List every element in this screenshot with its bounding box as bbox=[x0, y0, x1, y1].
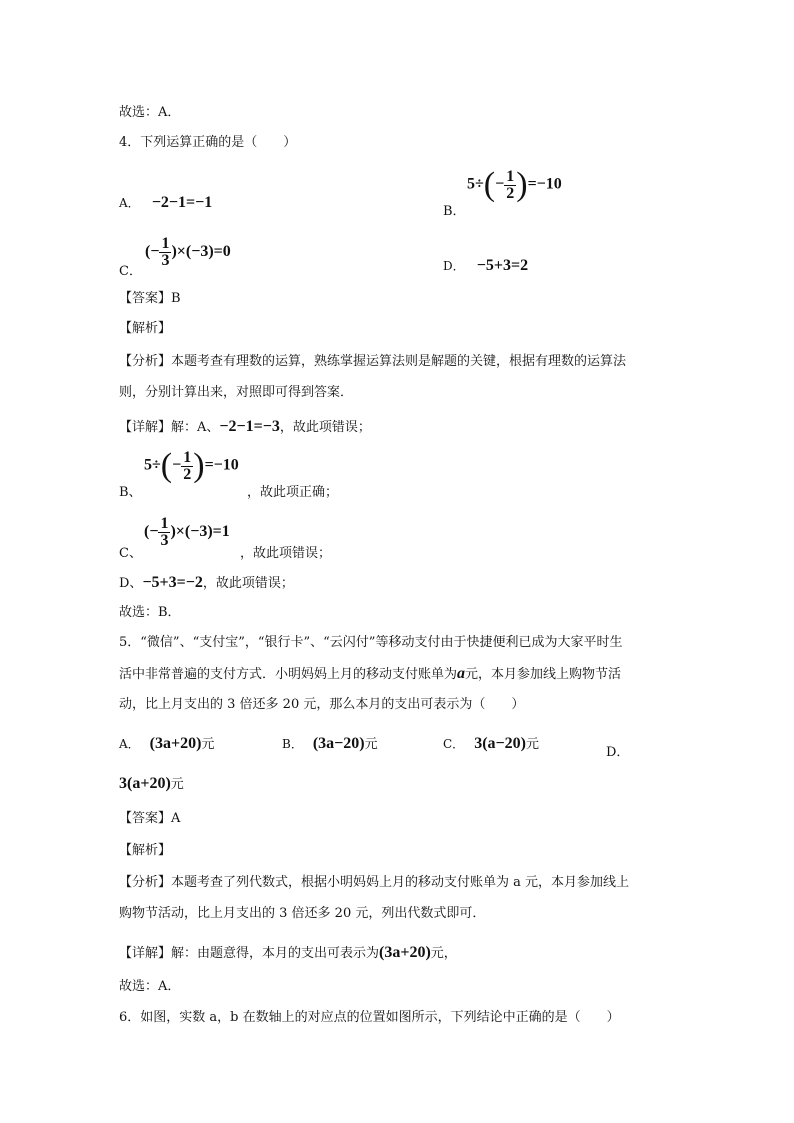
q5-answer: 【答案】A bbox=[119, 811, 181, 826]
q5-conclusion: 故选：A． bbox=[119, 979, 181, 994]
q4-option-b-pre: 5÷ bbox=[467, 175, 484, 193]
q4-option-c-post: )×(−3)=0 bbox=[171, 243, 231, 261]
q5-stem-line-2 bbox=[119, 665, 621, 684]
q5-option-a bbox=[119, 733, 214, 753]
q5-option-a-unit: 元 bbox=[201, 737, 215, 752]
q5-analysis-line-2: 购物节活动，比上月支出的 3 倍还多 20 元，列出代数式即可． bbox=[119, 906, 486, 921]
q4-detail-b-num: 1 bbox=[183, 448, 192, 466]
q4-option-a bbox=[119, 194, 212, 212]
q5-option-b-label: B． bbox=[282, 737, 303, 751]
q4-analysis-line-1: 【分析】本题考查有理数的运算，熟练掌握运算法则是解题的关键，根据有理数的运算法 bbox=[119, 354, 627, 369]
q3-conclusion: 故选：A． bbox=[119, 105, 181, 120]
q4-detail-b-den: 2 bbox=[183, 465, 192, 483]
q4-detail-c-expr bbox=[144, 516, 230, 549]
q4-option-d-expr: −5+3=2 bbox=[476, 257, 529, 274]
q4-detail-b-label: B、 bbox=[119, 485, 142, 500]
q4-analysis-head: 【解析】 bbox=[119, 321, 172, 336]
q4-answer: 【答案】B bbox=[119, 291, 181, 306]
q4-detail-c-post: )×(−3)=1 bbox=[170, 523, 230, 541]
q5-option-c-unit: 元 bbox=[525, 737, 539, 752]
q4-detail-d-tail: ，故此项错误； bbox=[202, 576, 294, 591]
q5-detail-expr: (3a+20) bbox=[379, 944, 431, 961]
q4-option-a-expr: −2−1=−1 bbox=[151, 194, 213, 211]
q4-detail-b-expr: 5÷(− $\frac{1}{2}$ )=−10 bbox=[144, 447, 239, 484]
q4-option-d bbox=[443, 257, 528, 275]
q4-detail-b-post: =−10 bbox=[204, 456, 239, 474]
q5-option-a-label: A． bbox=[119, 737, 140, 751]
q4-detail-b-tail: ，故此项正确； bbox=[247, 485, 339, 500]
q4-detail-c-den: 3 bbox=[160, 532, 169, 549]
q5-stem-line-1: 5．“微信”、“支付宝”，“银行卡”、“云闪付”等移动支付由于快捷便利已成为大家平时生 bbox=[119, 635, 623, 650]
q5-option-d bbox=[119, 773, 184, 793]
q5-analysis-line-1: 【分析】本题考查了列代数式，根据小明妈妈上月的移动支付账单为 a 元，本月参加线上 bbox=[119, 875, 630, 890]
q4-detail-a bbox=[119, 418, 371, 437]
q4-detail-d-label: D、 bbox=[119, 576, 143, 591]
q4-detail-c-pre: (− bbox=[144, 523, 159, 541]
q4-detail-a-post: ，故此项错误； bbox=[279, 420, 371, 435]
q4-detail-c-label: C、 bbox=[119, 546, 142, 561]
q5-option-d-label: D． bbox=[606, 745, 630, 760]
q4-detail-c-num: 1 bbox=[160, 515, 169, 532]
q5-stem-line-2a: 活中非常普遍的支付方式．小明妈妈上月的移动支付账单为 bbox=[119, 667, 458, 682]
q5-option-b bbox=[282, 733, 378, 753]
q4-detail-c-tail: ，故此项错误； bbox=[240, 546, 332, 561]
q5-option-b-expr: (3a−20) bbox=[312, 735, 365, 752]
q5-option-c-label: C． bbox=[443, 737, 465, 751]
q5-stem-line-3: 动，比上月支出的 3 倍还多 20 元，那么本月的支出可表示为（ ） bbox=[119, 697, 525, 712]
q5-option-b-unit: 元 bbox=[364, 737, 378, 752]
q4-option-d-label: D． bbox=[443, 259, 465, 273]
q5-stem-line-2b: 元，本月参加线上购物节活 bbox=[465, 667, 622, 682]
q6-stem: 6．如图，实数 a，b 在数轴上的对应点的位置如图所示，下列结论中正确的是（ ） bbox=[119, 1010, 620, 1025]
q4-detail-a-expr: −2−1=−3 bbox=[219, 418, 280, 435]
q4-detail-d bbox=[119, 574, 294, 593]
q5-analysis-head: 【解析】 bbox=[119, 843, 172, 858]
q5-option-c bbox=[443, 733, 539, 753]
q5-option-d-expr: 3(a+20) bbox=[119, 775, 171, 792]
q4-option-c-pre: (− bbox=[145, 243, 160, 261]
q4-option-c-num: 1 bbox=[161, 235, 170, 252]
q4-option-b-post: =−10 bbox=[527, 175, 562, 193]
q5-stem-variable: a bbox=[457, 665, 466, 682]
q5-detail-post: 元， bbox=[430, 946, 457, 961]
q4-detail-a-pre: 【详解】解：A、 bbox=[119, 420, 220, 435]
q4-conclusion: 故选：B． bbox=[119, 605, 181, 620]
q4-option-c-expr bbox=[145, 236, 231, 269]
q5-option-a-expr: (3a+20) bbox=[149, 735, 202, 752]
q5-detail bbox=[119, 944, 457, 963]
q5-detail-pre: 【详解】解：由题意得，本月的支出可表示为 bbox=[119, 946, 380, 961]
q4-option-b-den: 2 bbox=[506, 184, 515, 202]
q4-detail-d-expr: −5+3=−2 bbox=[142, 574, 203, 591]
q4-option-c-den: 3 bbox=[161, 252, 170, 269]
q4-detail-b-pre: 5÷ bbox=[144, 456, 161, 474]
q4-option-a-label: A． bbox=[119, 196, 140, 210]
q4-stem: 4．下列运算正确的是（ ） bbox=[119, 135, 297, 150]
q5-option-d-unit: 元 bbox=[170, 777, 184, 792]
q4-option-b-expr: 5÷(− $\frac{1}{2}$ )=−10 bbox=[467, 166, 562, 203]
q4-option-c-label: C． bbox=[119, 264, 142, 279]
q5-option-c-expr: 3(a−20) bbox=[474, 735, 526, 752]
q4-option-b-label: B． bbox=[443, 204, 466, 219]
q4-option-b-num: 1 bbox=[506, 167, 515, 185]
q4-analysis-line-2: 则，分别计算出来，对照即可得到答案． bbox=[119, 385, 354, 400]
